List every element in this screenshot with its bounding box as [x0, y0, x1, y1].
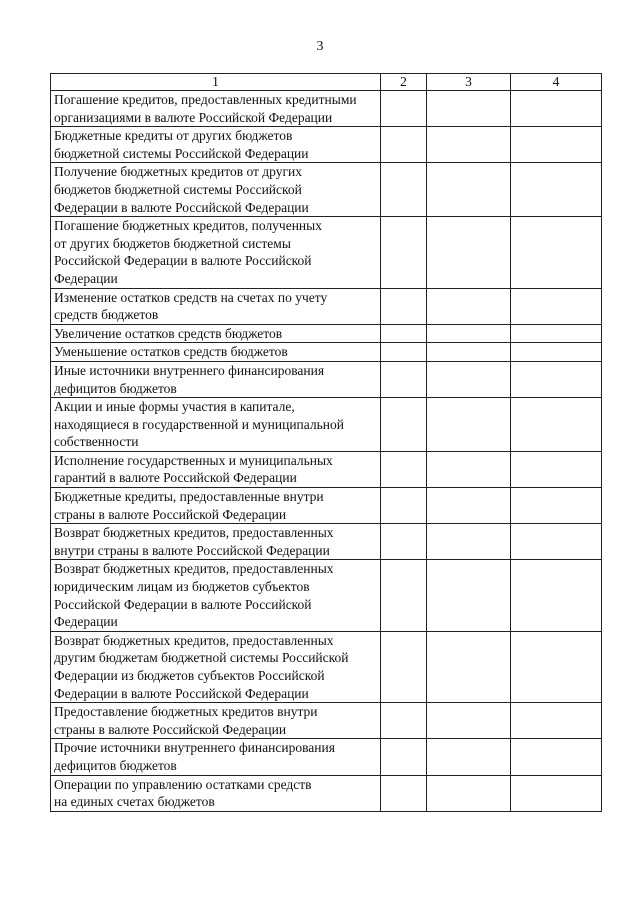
cell-col-3	[427, 324, 511, 343]
cell-col-3	[427, 560, 511, 631]
table-row	[51, 91, 602, 127]
cell-col-4	[511, 775, 602, 811]
cell-col-4	[511, 288, 602, 324]
row-label: Погашение кредитов, предоставленных кредитными организациями в валюте Российской Федерации	[51, 91, 381, 127]
column-header-1: 1	[51, 74, 381, 91]
cell-col-3	[427, 775, 511, 811]
row-label: Возврат бюджетных кредитов, предоставленных внутри страны в валюте Российской Федерации	[51, 524, 381, 560]
cell-col-3	[427, 739, 511, 775]
cell-col-3	[427, 288, 511, 324]
row-label: Исполнение государственных и муниципальных гарантий в валюте Российской Федерации	[51, 451, 381, 487]
cell-col-4	[511, 398, 602, 452]
cell-col-3	[427, 127, 511, 163]
cell-col-2	[381, 775, 427, 811]
table-row	[51, 324, 602, 343]
cell-col-3	[427, 524, 511, 560]
row-label: Операции по управлению остатками средств на единых счетах бюджетов	[51, 775, 381, 811]
table-row	[51, 560, 602, 631]
cell-col-3	[427, 163, 511, 217]
row-label: Уменьшение остатков средств бюджетов	[51, 343, 381, 362]
cell-col-3	[427, 361, 511, 397]
table-row	[51, 775, 602, 811]
row-label: Погашение бюджетных кредитов, полученных от других бюджетов бюджетной системы Российской Федерации в валюте Российской Федерации	[51, 217, 381, 288]
cell-col-4	[511, 91, 602, 127]
budget-sources-table	[50, 73, 602, 812]
cell-col-2	[381, 217, 427, 288]
row-label: Акции и иные формы участия в капитале, находящиеся в государственной и муниципальной собственности	[51, 398, 381, 452]
table-row	[51, 739, 602, 775]
cell-col-4	[511, 217, 602, 288]
cell-col-4	[511, 524, 602, 560]
column-header-4: 4	[511, 74, 602, 91]
row-label: Получение бюджетных кредитов от других бюджетов бюджетной системы Российской Федерации в валюте Российской Федерации	[51, 163, 381, 217]
cell-col-3	[427, 488, 511, 524]
cell-col-3	[427, 91, 511, 127]
cell-col-4	[511, 488, 602, 524]
cell-col-2	[381, 488, 427, 524]
row-label: Бюджетные кредиты, предоставленные внутри страны в валюте Российской Федерации	[51, 488, 381, 524]
cell-col-2	[381, 524, 427, 560]
cell-col-2	[381, 343, 427, 362]
cell-col-3	[427, 703, 511, 739]
table-row	[51, 488, 602, 524]
cell-col-2	[381, 127, 427, 163]
cell-col-2	[381, 163, 427, 217]
cell-col-2	[381, 361, 427, 397]
row-label: Иные источники внутреннего финансирования дефицитов бюджетов	[51, 361, 381, 397]
column-header-3: 3	[427, 74, 511, 91]
cell-col-2	[381, 560, 427, 631]
table-row	[51, 288, 602, 324]
cell-col-4	[511, 343, 602, 362]
column-header-2: 2	[381, 74, 427, 91]
table-row	[51, 163, 602, 217]
row-label: Изменение остатков средств на счетах по учету средств бюджетов	[51, 288, 381, 324]
cell-col-2	[381, 324, 427, 343]
table-header-row	[51, 74, 602, 91]
cell-col-2	[381, 703, 427, 739]
cell-col-4	[511, 451, 602, 487]
cell-col-2	[381, 739, 427, 775]
cell-col-4	[511, 127, 602, 163]
cell-col-2	[381, 451, 427, 487]
cell-col-2	[381, 91, 427, 127]
table-row	[51, 451, 602, 487]
cell-col-3	[427, 217, 511, 288]
row-label: Прочие источники внутреннего финансирования дефицитов бюджетов	[51, 739, 381, 775]
table-row	[51, 631, 602, 702]
cell-col-3	[427, 451, 511, 487]
table-row	[51, 361, 602, 397]
cell-col-4	[511, 560, 602, 631]
table-row	[51, 398, 602, 452]
row-label: Возврат бюджетных кредитов, предоставленных другим бюджетам бюджетной системы Российской Федерации из бюджетов субъектов Российской Федерации в валюте Российской Федерации	[51, 631, 381, 702]
cell-col-3	[427, 631, 511, 702]
cell-col-2	[381, 288, 427, 324]
cell-col-2	[381, 398, 427, 452]
cell-col-3	[427, 343, 511, 362]
row-label: Бюджетные кредиты от других бюджетов бюджетной системы Российской Федерации	[51, 127, 381, 163]
table-row	[51, 217, 602, 288]
cell-col-4	[511, 163, 602, 217]
cell-col-4	[511, 739, 602, 775]
cell-col-4	[511, 631, 602, 702]
cell-col-3	[427, 398, 511, 452]
cell-col-4	[511, 361, 602, 397]
table-row	[51, 343, 602, 362]
row-label: Предоставление бюджетных кредитов внутри страны в валюте Российской Федерации	[51, 703, 381, 739]
cell-col-2	[381, 631, 427, 702]
table-row	[51, 127, 602, 163]
row-label: Возврат бюджетных кредитов, предоставленных юридическим лицам из бюджетов субъектов Российской Федерации в валюте Российской Федерации	[51, 560, 381, 631]
row-label: Увеличение остатков средств бюджетов	[51, 324, 381, 343]
cell-col-4	[511, 324, 602, 343]
page-number: 3	[316, 39, 324, 54]
cell-col-4	[511, 703, 602, 739]
table-row	[51, 524, 602, 560]
table-row	[51, 703, 602, 739]
